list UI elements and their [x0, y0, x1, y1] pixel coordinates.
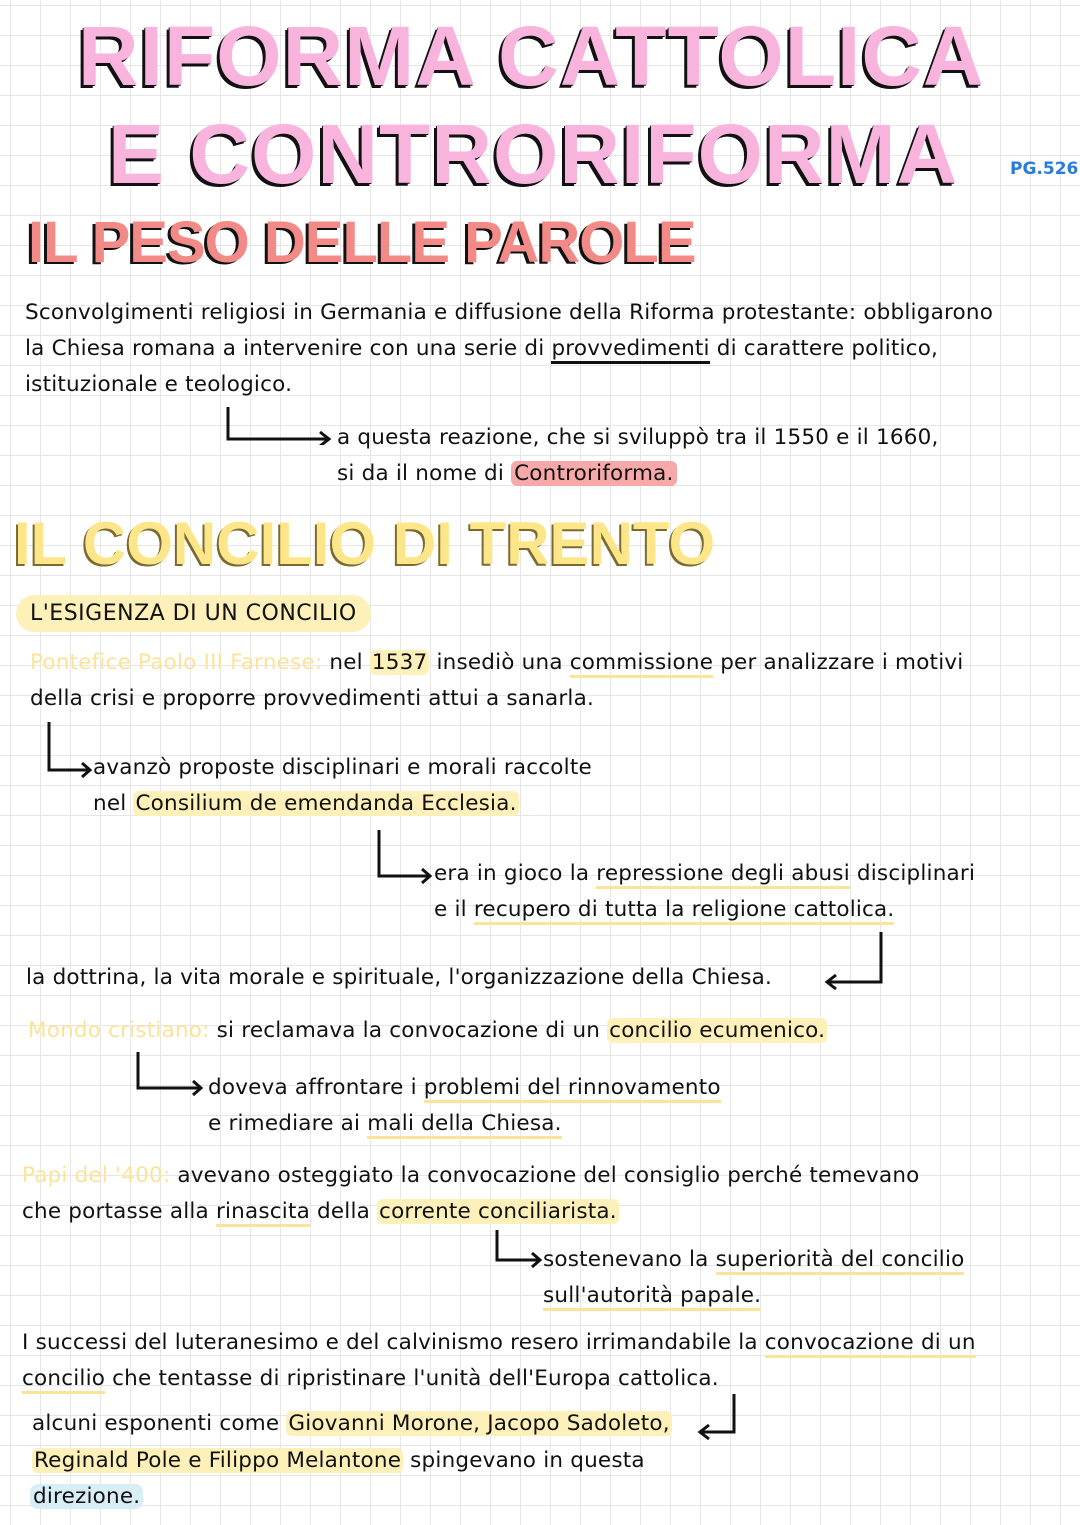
highlight-consilium: Consilium de emendanda Ecclesia. — [135, 791, 517, 816]
label-papi-400: Papi del '400: — [22, 1163, 171, 1188]
paragraph-line — [25, 295, 993, 331]
note-line — [208, 1106, 562, 1142]
text: la dottrina, la vita morale e spirituale, l'organizzazione della Chiesa. — [26, 965, 773, 990]
text: che portasse alla — [22, 1199, 216, 1224]
underlined-term: concilio — [22, 1366, 105, 1394]
text: e il — [434, 897, 474, 922]
text: nel — [93, 791, 134, 816]
underlined-term: superiorità del concilio — [716, 1247, 965, 1275]
text: a questa reazione, che si sviluppò tra il 1550 e il 1660, — [337, 425, 939, 450]
highlight-controriforma: Controriforma. — [511, 461, 677, 486]
note-line — [543, 1242, 964, 1278]
highlight-year: 1537 — [371, 650, 428, 675]
paragraph-line — [22, 1361, 719, 1397]
arrow-right-icon — [134, 1050, 206, 1098]
arrow-right-icon — [45, 720, 95, 780]
underlined-term: sull'autorità papale. — [543, 1283, 761, 1311]
paragraph-line — [25, 331, 938, 367]
title-line-2: E CONTRORIFORMA — [108, 107, 959, 201]
paragraph-line — [22, 1158, 920, 1194]
paragraph-line — [28, 1013, 827, 1049]
label-paolo-iii: Pontefice Paolo III Farnese: — [30, 650, 323, 675]
arrow-right-icon — [493, 1228, 545, 1272]
highlight-direzione: direzione. — [30, 1484, 143, 1509]
text: della — [309, 1199, 378, 1224]
text: I successi del luteranesimo e del calvinismo resero irrimandabile la — [22, 1330, 765, 1355]
page-reference: PG.526 — [1010, 159, 1079, 179]
text: avanzò proposte disciplinari e morali raccolte — [93, 755, 592, 780]
text: alcuni esponenti come — [32, 1411, 287, 1436]
note-line — [32, 1443, 645, 1479]
section-heading-peso-parole: IL PESO DELLE PAROLE — [28, 210, 696, 275]
underlined-term: provvedimenti — [551, 336, 709, 364]
text: Sconvolgimenti religiosi in Germania e diffusione della Riforma protestante: obbligarono — [25, 300, 994, 325]
note-line — [337, 456, 677, 492]
text: disciplinari — [849, 861, 976, 886]
text: sostenevano la — [543, 1247, 716, 1272]
title-line-1: RIFORMA CATTOLICA — [78, 9, 985, 103]
note-line — [434, 856, 975, 892]
text: nel — [322, 650, 370, 675]
note-line — [337, 420, 939, 456]
note-line — [32, 1406, 672, 1442]
arrow-right-icon — [224, 405, 334, 445]
paragraph-line — [25, 367, 292, 403]
text: la Chiesa romana a intervenire con una serie di — [25, 336, 552, 361]
paragraph-line — [22, 1194, 619, 1230]
text: di carattere politico, — [709, 336, 939, 361]
underlined-term: commissione — [570, 650, 713, 678]
underlined-term: convocazione di un — [765, 1330, 976, 1358]
text: e rimediare ai — [208, 1111, 368, 1136]
highlight-esponenti: Giovanni Morone, Jacopo Sadoleto, — [288, 1411, 670, 1436]
paragraph-line — [30, 681, 594, 717]
note-line — [208, 1070, 721, 1106]
note-line — [434, 892, 894, 928]
arrow-left-icon — [822, 930, 886, 992]
note-line — [543, 1278, 761, 1314]
underlined-term: recupero di tutta la religione cattolica. — [474, 897, 895, 925]
note-line — [26, 960, 772, 996]
text: avevano osteggiato la convocazione del consiglio perché temevano — [170, 1163, 920, 1188]
underlined-term: rinascita — [216, 1199, 310, 1227]
highlight-corrente-conciliarista: corrente conciliarista. — [379, 1199, 617, 1224]
label-mondo-cristiano: Mondo cristiano: — [28, 1018, 210, 1043]
subheading-esigenza-concilio: L'ESIGENZA DI UN CONCILIO — [16, 595, 371, 632]
underlined-term: problemi del rinnovamento — [424, 1075, 721, 1103]
highlight-esponenti: Reginald Pole e Filippo Melantone — [34, 1448, 402, 1473]
note-line — [30, 1479, 143, 1515]
text: istituzionale e teologico. — [25, 372, 293, 397]
text: era in gioco la — [434, 861, 597, 886]
paragraph-line — [22, 1325, 976, 1361]
note-line — [93, 786, 519, 822]
text: si reclamava la convocazione di un — [209, 1018, 608, 1043]
text: doveva affrontare i — [208, 1075, 424, 1100]
text: che tentasse di ripristinare l'unità dell'Europa cattolica. — [105, 1366, 719, 1391]
text: della crisi e proporre provvedimenti attui a sanarla. — [30, 686, 594, 711]
text: insediò una — [429, 650, 570, 675]
text: spingevano in questa — [403, 1448, 645, 1473]
text: per analizzare i motivi — [713, 650, 964, 675]
underlined-term: mali della Chiesa. — [367, 1111, 561, 1139]
text: si da il nome di — [337, 461, 512, 486]
arrow-left-icon — [695, 1392, 739, 1440]
arrow-right-icon — [375, 828, 435, 888]
section-heading-concilio-trento: IL CONCILIO DI TRENTO — [14, 510, 716, 577]
underlined-term: repressione degli abusi — [596, 861, 850, 889]
paragraph-line — [30, 645, 963, 681]
note-line — [93, 750, 592, 786]
highlight-concilio-ecumenico: concilio ecumenico. — [609, 1018, 826, 1043]
